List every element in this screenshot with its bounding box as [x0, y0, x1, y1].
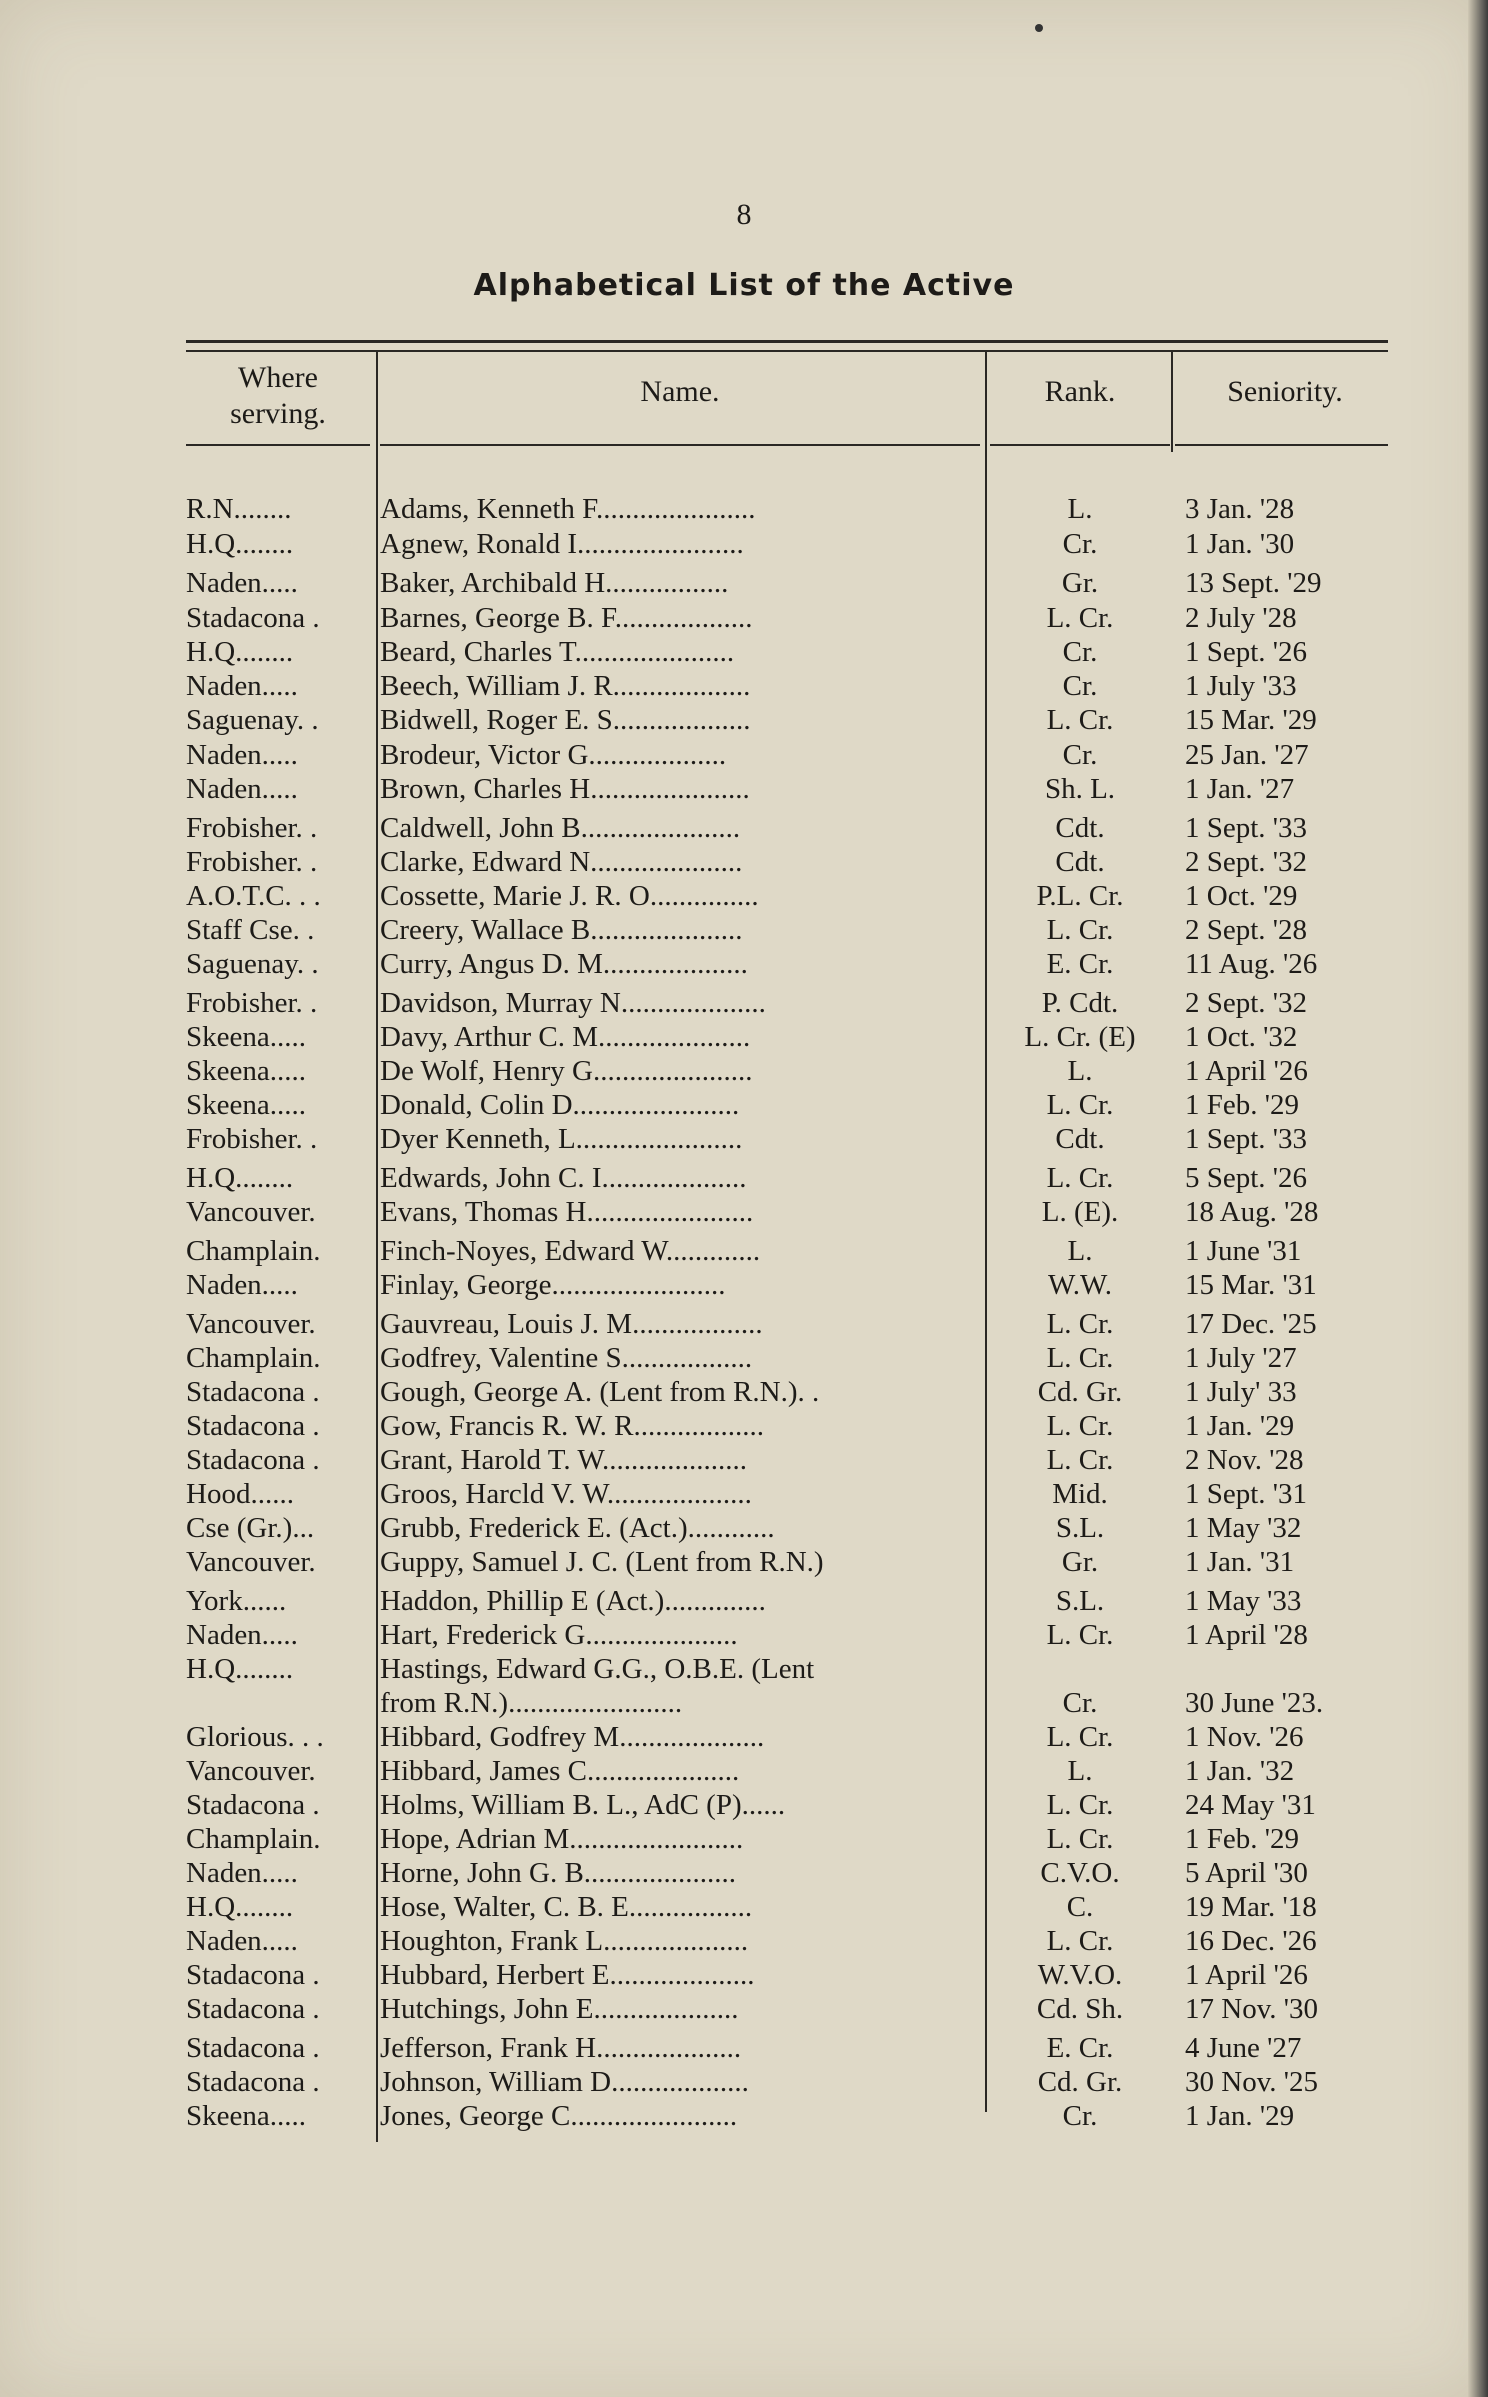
seniority-cell: 1 Jan. '31: [1185, 1546, 1295, 1578]
name-cell: Creery, Wallace B.....................: [380, 914, 743, 946]
table-row: [0, 1788, 1400, 1822]
seniority-cell: 2 Sept. '32: [1185, 987, 1308, 1019]
table-row: [0, 1545, 1400, 1579]
rank-cell: L.: [1067, 1755, 1093, 1787]
table-row: [0, 1992, 1400, 2026]
table-row: [0, 986, 1400, 1020]
seniority-cell: 4 June '27: [1185, 2032, 1302, 2064]
name-cell: Barnes, George B. F...................: [380, 602, 753, 634]
seniority-cell: 1 May '33: [1185, 1585, 1302, 1617]
rank-cell: Cr.: [1062, 636, 1098, 668]
seniority-cell: 5 Sept. '26: [1185, 1162, 1308, 1194]
name-cell: Dyer Kenneth, L.......................: [380, 1123, 743, 1155]
table-row: [0, 845, 1400, 879]
table-row: [0, 1161, 1400, 1195]
name-cell: Curry, Angus D. M....................: [380, 948, 748, 980]
seniority-cell: 11 Aug. '26: [1185, 948, 1318, 980]
seniority-cell: 1 Oct. '32: [1185, 1021, 1298, 1053]
where-cell: Naden.....: [186, 773, 298, 805]
seniority-cell: 5 April '30: [1185, 1857, 1308, 1889]
rank-cell: W.W.: [1048, 1269, 1112, 1301]
seniority-cell: 1 Jan. '29: [1185, 2100, 1295, 2132]
column-divider: [1171, 352, 1173, 452]
rank-cell: L. Cr.: [1046, 1721, 1114, 1753]
seniority-cell: 1 June '31: [1185, 1235, 1302, 1267]
seniority-cell: 3 Jan. '28: [1185, 493, 1295, 525]
name-cell: Jefferson, Frank H....................: [380, 2032, 742, 2064]
where-cell: H.Q........: [186, 1653, 294, 1685]
name-cell: Gow, Francis R. W. R..................: [380, 1410, 764, 1442]
name-cell: Guppy, Samuel J. C. (Lent from R.N.): [380, 1546, 824, 1578]
where-cell: Vancouver.: [186, 1755, 316, 1787]
name-cell: Davidson, Murray N....................: [380, 987, 766, 1019]
rank-cell: L. Cr.: [1046, 1410, 1114, 1442]
name-cell: Finch-Noyes, Edward W.............: [380, 1235, 761, 1267]
seniority-cell: 1 May '32: [1185, 1512, 1302, 1544]
table-row: [0, 2031, 1400, 2065]
table-row: [0, 1341, 1400, 1375]
where-cell: Saguenay. .: [186, 704, 319, 736]
rank-cell: S.L.: [1055, 1585, 1105, 1617]
rank-cell: W.V.O.: [1037, 1959, 1123, 1991]
where-cell: H.Q........: [186, 1162, 294, 1194]
where-cell: Vancouver.: [186, 1546, 316, 1578]
page-number: 8: [736, 198, 752, 231]
rank-cell: L.: [1067, 1055, 1093, 1087]
name-cell: Bidwell, Roger E. S...................: [380, 704, 751, 736]
where-cell: Champlain.: [186, 1342, 321, 1374]
table-row: [0, 947, 1400, 981]
where-cell: Skeena.....: [186, 1089, 306, 1121]
where-cell: Stadacona .: [186, 1444, 320, 1476]
where-cell: Saguenay. .: [186, 948, 319, 980]
where-cell: Stadacona .: [186, 2032, 320, 2064]
name-cell: Davy, Arthur C. M.....................: [380, 1021, 751, 1053]
name-cell: Hibbard, James C.....................: [380, 1755, 740, 1787]
where-cell: Champlain.: [186, 1235, 321, 1267]
seniority-cell: 13 Sept. '29: [1185, 567, 1322, 599]
column-header-rank: Rank.: [1044, 375, 1116, 408]
seniority-cell: 1 Feb. '29: [1185, 1823, 1299, 1855]
rank-cell: E. Cr.: [1046, 948, 1114, 980]
table-row: [0, 1652, 1400, 1686]
rank-cell: L.: [1067, 1235, 1093, 1267]
where-cell: Skeena.....: [186, 1055, 306, 1087]
rank-cell: S.L.: [1055, 1512, 1105, 1544]
rank-cell: P. Cdt.: [1041, 987, 1119, 1019]
table-row: [0, 1409, 1400, 1443]
where-cell: Stadacona .: [186, 1993, 320, 2025]
rank-cell: L. Cr.: [1046, 704, 1114, 736]
rank-cell: L. Cr.: [1046, 1089, 1114, 1121]
where-cell: Vancouver.: [186, 1196, 316, 1228]
column-header-where-line2: serving.: [230, 397, 326, 430]
seniority-cell: 24 May '31: [1185, 1789, 1316, 1821]
table-row: [0, 635, 1400, 669]
name-cell: Houghton, Frank L....................: [380, 1925, 749, 1957]
name-cell: Cossette, Marie J. R. O...............: [380, 880, 759, 912]
name-cell: Godfrey, Valentine S..................: [380, 1342, 753, 1374]
where-cell: Hood......: [186, 1478, 294, 1510]
seniority-cell: 1 Jan. '27: [1185, 773, 1295, 805]
rank-cell: L. Cr. (E): [1024, 1021, 1136, 1053]
table-row: [0, 1307, 1400, 1341]
table-row: [0, 492, 1400, 526]
seniority-cell: 1 April '26: [1185, 1959, 1308, 1991]
rank-cell: L. Cr.: [1046, 1789, 1114, 1821]
name-cell: Horne, John G. B.....................: [380, 1857, 737, 1889]
seniority-cell: 1 Jan. '30: [1185, 528, 1295, 560]
name-cell: Groos, Harcld V. W....................: [380, 1478, 752, 1510]
header-underline: [990, 444, 1170, 446]
where-cell: H.Q........: [186, 636, 294, 668]
name-cell: Hutchings, John E....................: [380, 1993, 739, 2025]
name-cell: Grubb, Frederick E. (Act.)............: [380, 1512, 775, 1544]
seniority-cell: 1 Sept. '26: [1185, 636, 1308, 668]
seniority-cell: 1 April '28: [1185, 1619, 1308, 1651]
rank-cell: Cr.: [1062, 2100, 1098, 2132]
rank-cell: Cr.: [1062, 1687, 1098, 1719]
where-cell: Stadacona .: [186, 1376, 320, 1408]
where-cell: Naden.....: [186, 1857, 298, 1889]
where-cell: Skeena.....: [186, 1021, 306, 1053]
name-cell: Jones, George C.......................: [380, 2100, 738, 2132]
seniority-cell: 1 July '33: [1185, 670, 1297, 702]
table-row: [0, 1720, 1400, 1754]
name-cell: Baker, Archibald H.................: [380, 567, 729, 599]
page-heading: Alphabetical List of the Active: [473, 268, 1015, 303]
header-underline: [186, 444, 370, 446]
where-cell: Naden.....: [186, 739, 298, 771]
table-row: [0, 1511, 1400, 1545]
seniority-cell: 2 July '28: [1185, 602, 1297, 634]
table-row: [0, 913, 1400, 947]
rank-cell: Cd. Sh.: [1036, 1993, 1124, 2025]
seniority-cell: 1 July' 33: [1185, 1376, 1297, 1408]
name-cell: Hose, Walter, C. B. E.................: [380, 1891, 753, 1923]
table-row: [0, 1754, 1400, 1788]
table-row: [0, 1856, 1400, 1890]
name-cell: Agnew, Ronald I.......................: [380, 528, 744, 560]
where-cell: Naden.....: [186, 1925, 298, 1957]
table-row: [0, 1686, 1400, 1720]
table-row: [0, 1195, 1400, 1229]
table-row: [0, 1375, 1400, 1409]
seniority-cell: 1 Nov. '26: [1185, 1721, 1304, 1753]
rank-cell: Cdt.: [1055, 1123, 1105, 1155]
header-underline: [380, 444, 980, 446]
name-cell: Finlay, George........................: [380, 1269, 726, 1301]
rank-cell: L. Cr.: [1046, 1444, 1114, 1476]
rank-cell: L. Cr.: [1046, 1162, 1114, 1194]
table-row: [0, 1088, 1400, 1122]
table-row: [0, 811, 1400, 845]
table-row: [0, 1958, 1400, 1992]
where-cell: A.O.T.C. . .: [186, 880, 321, 912]
table-row: [0, 1890, 1400, 1924]
rank-cell: Cr.: [1062, 739, 1098, 771]
table-row: [0, 1443, 1400, 1477]
rank-cell: E. Cr.: [1046, 2032, 1114, 2064]
rank-cell: L. Cr.: [1046, 1308, 1114, 1340]
seniority-cell: 15 Mar. '31: [1185, 1269, 1317, 1301]
name-cell: Beech, William J. R...................: [380, 670, 751, 702]
name-cell: Caldwell, John B......................: [380, 812, 741, 844]
seniority-cell: 2 Sept. '32: [1185, 846, 1308, 878]
rank-cell: L. Cr.: [1046, 1823, 1114, 1855]
seniority-cell: 19 Mar. '18: [1185, 1891, 1317, 1923]
header-underline: [1175, 444, 1388, 446]
where-cell: Naden.....: [186, 1269, 298, 1301]
ink-spot: [1035, 24, 1043, 32]
rank-cell: P.L. Cr.: [1036, 880, 1124, 912]
seniority-cell: 17 Dec. '25: [1185, 1308, 1317, 1340]
page-edge-shadow: [1468, 0, 1488, 2397]
table-row: [0, 772, 1400, 806]
where-cell: Stadacona .: [186, 1959, 320, 1991]
name-cell: Edwards, John C. I....................: [380, 1162, 747, 1194]
name-cell: Hubbard, Herbert E....................: [380, 1959, 755, 1991]
name-cell: Johnson, William D...................: [380, 2066, 749, 2098]
seniority-cell: 2 Sept. '28: [1185, 914, 1308, 946]
where-cell: Cse (Gr.)...: [186, 1512, 315, 1544]
where-cell: H.Q........: [186, 1891, 294, 1923]
name-cell: Clarke, Edward N.....................: [380, 846, 743, 878]
name-cell: Hastings, Edward G.G., O.B.E. (Lent: [380, 1653, 815, 1685]
where-cell: Stadacona .: [186, 1789, 320, 1821]
seniority-cell: 18 Aug. '28: [1185, 1196, 1319, 1228]
where-cell: Stadacona .: [186, 2066, 320, 2098]
where-cell: Stadacona .: [186, 602, 320, 634]
seniority-cell: 2 Nov. '28: [1185, 1444, 1304, 1476]
rank-cell: Cd. Gr.: [1037, 2066, 1123, 2098]
table-row: [0, 1020, 1400, 1054]
name-cell: Hibbard, Godfrey M....................: [380, 1721, 765, 1753]
seniority-cell: 17 Nov. '30: [1185, 1993, 1319, 2025]
table-row: [0, 1054, 1400, 1088]
rank-cell: L. Cr.: [1046, 914, 1114, 946]
table-row: [0, 1822, 1400, 1856]
name-cell: Holms, William B. L., AdC (P)......: [380, 1789, 786, 1821]
table-row: [0, 1122, 1400, 1156]
where-cell: Frobisher. .: [186, 846, 318, 878]
column-header-where-line1: Where: [238, 361, 318, 394]
rank-cell: Sh. L.: [1044, 773, 1116, 805]
name-cell: Hope, Adrian M........................: [380, 1823, 744, 1855]
rank-cell: Cdt.: [1055, 846, 1105, 878]
seniority-cell: 1 April '26: [1185, 1055, 1308, 1087]
table-row: [0, 1924, 1400, 1958]
rank-cell: L. (E).: [1041, 1196, 1119, 1228]
rank-cell: L.: [1067, 493, 1093, 525]
column-header-name: Name.: [640, 375, 720, 408]
where-cell: Staff Cse. .: [186, 914, 315, 946]
rank-cell: Gr.: [1061, 567, 1099, 599]
name-cell: Grant, Harold T. W....................: [380, 1444, 748, 1476]
name-cell: Gauvreau, Louis J. M..................: [380, 1308, 763, 1340]
seniority-cell: 1 Sept. '33: [1185, 812, 1308, 844]
table-row: [0, 669, 1400, 703]
table-top-rule-thin: [186, 350, 1388, 352]
column-header-seniority: Seniority.: [1227, 375, 1343, 408]
where-cell: Frobisher. .: [186, 812, 318, 844]
where-cell: Glorious. . .: [186, 1721, 324, 1753]
where-cell: Naden.....: [186, 1619, 298, 1651]
table-row: [0, 738, 1400, 772]
seniority-cell: 1 Sept. '33: [1185, 1123, 1308, 1155]
table-row: [0, 1618, 1400, 1652]
name-cell: Donald, Colin D.......................: [380, 1089, 740, 1121]
table-row: [0, 879, 1400, 913]
rank-cell: Cr.: [1062, 670, 1098, 702]
table-row: [0, 527, 1400, 561]
rank-cell: Cdt.: [1055, 812, 1105, 844]
where-cell: Frobisher. .: [186, 1123, 318, 1155]
rank-cell: Cr.: [1062, 528, 1098, 560]
seniority-cell: 1 Jan. '32: [1185, 1755, 1295, 1787]
rank-cell: Mid.: [1052, 1478, 1108, 1510]
seniority-cell: 1 Feb. '29: [1185, 1089, 1299, 1121]
rank-cell: L. Cr.: [1046, 1342, 1114, 1374]
seniority-cell: 30 June '23.: [1185, 1687, 1324, 1719]
name-cell: De Wolf, Henry G......................: [380, 1055, 753, 1087]
seniority-cell: 25 Jan. '27: [1185, 739, 1309, 771]
where-cell: Skeena.....: [186, 2100, 306, 2132]
seniority-cell: 1 July '27: [1185, 1342, 1297, 1374]
seniority-cell: 1 Jan. '29: [1185, 1410, 1295, 1442]
rank-cell: L. Cr.: [1046, 1925, 1114, 1957]
name-cell: Hart, Frederick G.....................: [380, 1619, 738, 1651]
where-cell: York......: [186, 1585, 287, 1617]
name-cell: Gough, George A. (Lent from R.N.). .: [380, 1376, 820, 1408]
table-row: [0, 2099, 1400, 2133]
rank-cell: L. Cr.: [1046, 602, 1114, 634]
table-row: [0, 601, 1400, 635]
rank-cell: C.: [1066, 1891, 1094, 1923]
seniority-cell: 15 Mar. '29: [1185, 704, 1317, 736]
name-cell: Adams, Kenneth F......................: [380, 493, 756, 525]
table-row: [0, 1584, 1400, 1618]
where-cell: Frobisher. .: [186, 987, 318, 1019]
name-cell: Evans, Thomas H.......................: [380, 1196, 754, 1228]
table-row: [0, 2065, 1400, 2099]
table-row: [0, 1234, 1400, 1268]
seniority-cell: 1 Oct. '29: [1185, 880, 1298, 912]
where-cell: Stadacona .: [186, 1410, 320, 1442]
table-top-rule: [186, 340, 1388, 343]
rank-cell: L. Cr.: [1046, 1619, 1114, 1651]
column-header-where: [186, 360, 370, 432]
name-cell: Brown, Charles H......................: [380, 773, 750, 805]
where-cell: Naden.....: [186, 567, 298, 599]
rank-cell: C.V.O.: [1040, 1857, 1120, 1889]
where-cell: Naden.....: [186, 670, 298, 702]
where-cell: Champlain.: [186, 1823, 321, 1855]
rank-cell: Cd. Gr.: [1037, 1376, 1123, 1408]
where-cell: H.Q........: [186, 528, 294, 560]
name-cell: from R.N.)........................: [380, 1687, 683, 1719]
seniority-cell: 16 Dec. '26: [1185, 1925, 1317, 1957]
table-row: [0, 1268, 1400, 1302]
table-row: [0, 566, 1400, 600]
name-cell: Beard, Charles T......................: [380, 636, 735, 668]
where-cell: R.N........: [186, 493, 292, 525]
seniority-cell: 30 Nov. '25: [1185, 2066, 1319, 2098]
table-row: [0, 1477, 1400, 1511]
seniority-cell: 1 Sept. '31: [1185, 1478, 1308, 1510]
name-cell: Brodeur, Victor G...................: [380, 739, 727, 771]
name-cell: Haddon, Phillip E (Act.)..............: [380, 1585, 766, 1617]
table-row: [0, 703, 1400, 737]
rank-cell: Gr.: [1061, 1546, 1099, 1578]
where-cell: Vancouver.: [186, 1308, 316, 1340]
